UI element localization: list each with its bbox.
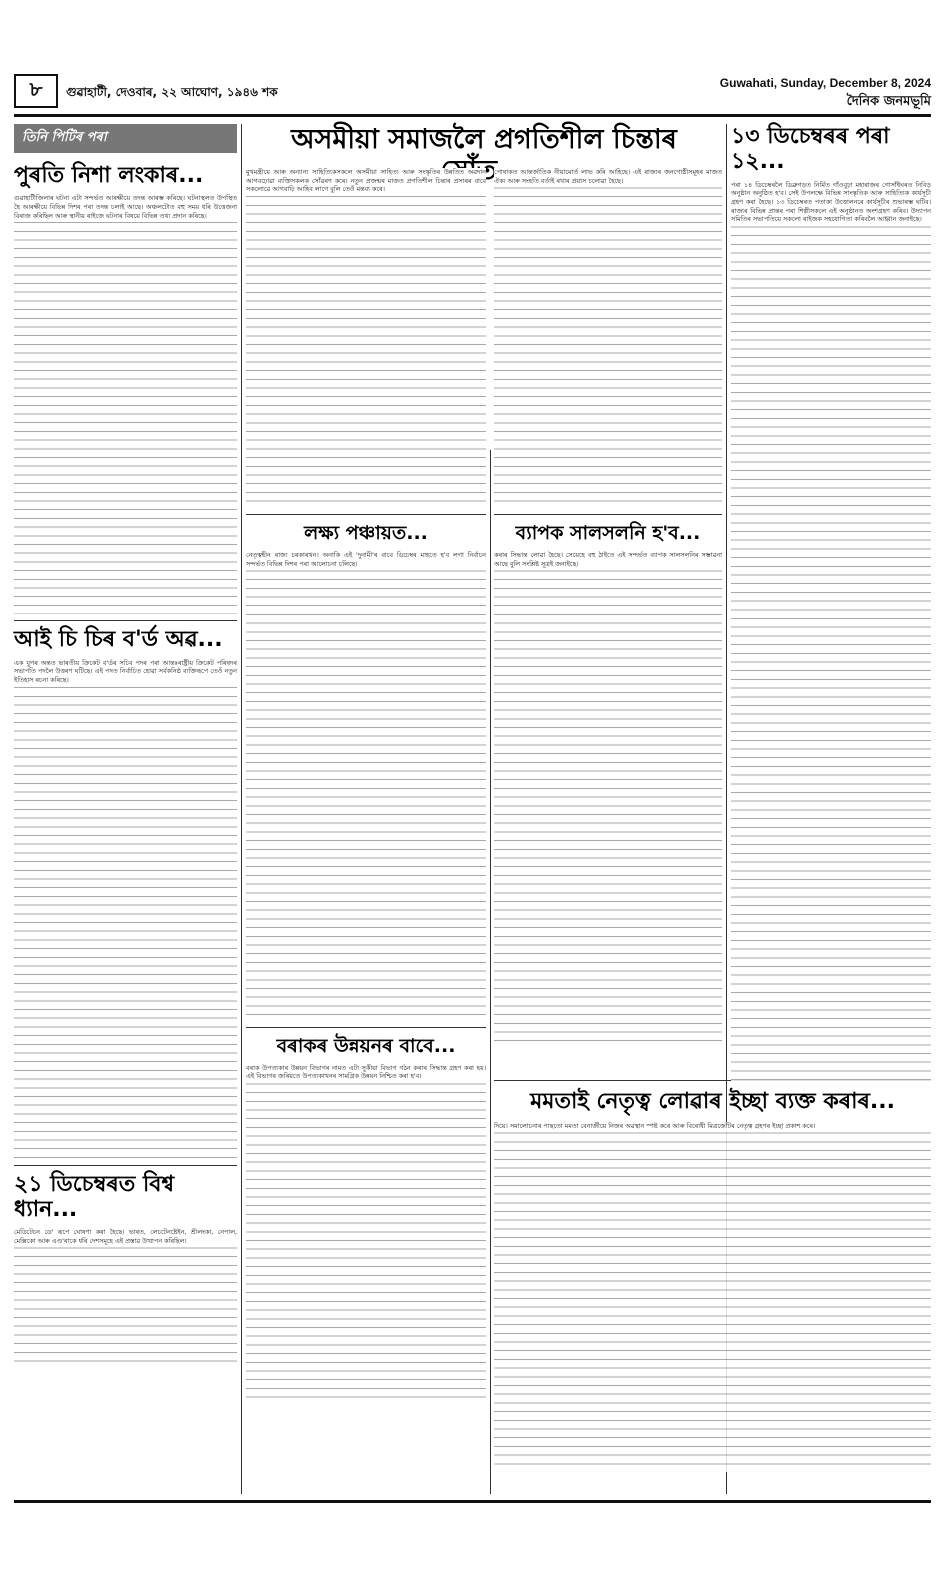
- footer-rule: [14, 1500, 931, 1503]
- article-text: পৰা ১৪ ডিচেম্বৰলৈ ডিব্ৰুগড়ত নিৰ্মিত গাঁওবুঢ়া মহাৰাজৰ গোসাঁইঘৰত নিবিড় অনুষ্ঠান অনুষ্ঠিত হ'ব। সেই উপলক্ষে বিভিন্ন সাংস্কৃতিক আৰু সাহিত্যিক কাৰ্যসূচী গ্ৰহণ কৰা হৈছে। ১৩ ডিচেম্বৰত পতাকা উত্তোলনৰে কাৰ্যসূচীৰ শুভাৰম্ভ ঘটিব। ৰাজ্যৰ বিভিন্ন প্ৰান্তৰ পৰা শিল্পীসকলে এই অনুষ্ঠানত অংশগ্ৰহণ কৰিব। উদ্যাপন সমিতিৰ সভাপতিয়ে সকলো ৰাইজক সহযোগিতা কৰিবলৈ আহ্বান জনাইছে।: [731, 180, 931, 224]
- dateline-english: Guwahati, Sunday, December 8, 2024: [719, 76, 931, 90]
- article-text: পোষাকত আন্তৰ্জাতিক নীয়ামোৰ্ত লাভ কৰি আহিছে। এই ৰাজ্যৰ জনগোষ্ঠীসমূহৰ মাজত ঐক্য আৰু সংহতি বৰ্তাই ৰখাৰ প্ৰয়াস চলোৱা হৈছে।: [494, 168, 722, 185]
- headline-major-change[interactable]: ব্যাপক সালসলনি হ'ব...: [515, 522, 701, 544]
- article-body-progressive: [246, 168, 486, 508]
- column-divider: [490, 450, 491, 1494]
- headline-progressive-thought[interactable]: অসমীয়া সমাজলৈ প্ৰগতিশীল চিন্তাৰ: [291, 124, 677, 155]
- paper-name: দৈনিক জনমভূমি: [846, 94, 931, 109]
- section-label: তিনি পিটিৰ পৰা: [14, 124, 237, 153]
- header-rule: [14, 114, 931, 117]
- article-body-mamata: [494, 1122, 931, 1472]
- column-divider: [241, 124, 242, 1494]
- column-4: [731, 124, 931, 1086]
- article-body-december-13: [731, 181, 931, 1086]
- article-text: দিয়ে। সমালোচনাৰ পাছতো মমতা বেনাৰ্জীয়ে নিজৰ অৱস্থান স্পষ্ট কৰে আৰু বিৰোধী মিত্ৰজোঁটৰ নেতৃত্ব গ্ৰহণৰ ইচ্ছা প্ৰকাশ কৰে।: [494, 1122, 931, 1131]
- article-body-major-change: [494, 551, 722, 1041]
- article-text: মেডিটেচন ডে' ৰূপে ঘোষণা কৰা হৈছে। ভাৰত, লেচটেনষ্টেইন, শ্ৰীলংকা, নেপাল, মেক্সিকো আৰু এণ্ড'ৰাকে ধৰি দেশসমূহে এই প্ৰস্তাৱ উত্থাপন কৰিছিল।: [14, 1228, 237, 1245]
- page-header: [14, 74, 931, 114]
- article-body-barak: [246, 1064, 486, 1404]
- headline-december-13[interactable]: ১৩ ডিচেম্বৰৰ পৰা ১২...: [731, 124, 890, 175]
- article-text: গুৱাহাটীজিলাৰ ঘটনা এটা সন্দৰ্ভত আৰক্ষীয়ে তদন্ত আৰম্ভ কৰিছে। ঘটনাস্থলত উপস্থিত হৈ আৰক্ষীয়ে বিভিন্ন দিশৰ পৰা তদন্ত চলাই আছে। অঞ্চলটোত বহু সময় ধৰি উত্তেজনা বিৰাজ কৰিছিল আৰু স্থানীয় ৰাইজে ঘটনাৰ বিষয়ে বিভিন্ন তথ্য প্ৰদান কৰিছে।: [14, 194, 237, 220]
- headline-meditation[interactable]: ২১ ডিচেম্বৰত বিশ্ব ধ্যান...: [14, 1171, 175, 1222]
- headline-mamata[interactable]: মমতাই নেতৃত্ব লোৱাৰ ইচ্ছা ব্যক্ত কৰাৰ...: [530, 1089, 895, 1114]
- article-divider: [246, 1027, 486, 1028]
- article-text: এক যুগৰ অন্তত ভাৰতীয় ক্ৰিকেট ব'ৰ্ডৰ সচিব পদৰ পৰা আন্তঃৰাষ্ট্ৰীয় ক্ৰিকেট পৰিষদৰ সভাপতি পদলৈ উত্তৰণ ঘটিছে। এই পদত নিৰ্বাচিত হোৱা সৰ্বকনিষ্ঠ ব্যক্তিৰূপে তেওঁ নতুন ইতিহাস ৰচনা কৰিছে।: [14, 658, 237, 684]
- article-divider: [494, 514, 722, 515]
- article-body-panchayat: [246, 551, 486, 1021]
- headline-panchayat[interactable]: লক্ষ্য পঞ্চায়ত...: [304, 522, 428, 544]
- mamata-story: [494, 1080, 931, 1472]
- article-divider: [14, 620, 237, 621]
- headline-lanka[interactable]: পুৰতি নিশা লংকাৰ...: [14, 163, 204, 188]
- column-2: [246, 168, 486, 1404]
- article-body-icc: [14, 659, 237, 1159]
- dateline-assamese: গুৱাহাটী, দেওবাৰ, ২২ আঘোণ, ১৯৪৬ শক: [66, 85, 278, 99]
- headline-icc[interactable]: আই চি চিৰ ব'ৰ্ড অৱ...: [14, 627, 223, 653]
- column-1: [14, 124, 237, 1368]
- column-3: [494, 168, 722, 1041]
- page-number: ৮: [14, 74, 58, 108]
- article-text: মুখমন্ত্ৰীয়ে আৰু অন্যান্য সাহিত্যিকসকলে অসমীয়া সাহিত্য আৰু সংস্কৃতিৰ উন্নতিত অৱদান আগবঢ়োৱা ব্যক্তিসকলক সোঁৱৰণ কৰে। নতুন প্ৰজন্মৰ মাজত প্ৰগতিশীল চিন্তাৰ প্ৰসাৰৰ বাবে সকলোৱে আগবাঢ়ি আহিব লাগে বুলি তেওঁ মন্তব্য কৰে।: [246, 168, 486, 194]
- headline-barak[interactable]: বৰাকৰ উন্নয়নৰ বাবে...: [276, 1034, 456, 1057]
- article-divider: [14, 1165, 237, 1166]
- article-body-lanka: [14, 194, 237, 614]
- article-text: বৰাক উপত্যকাৰ উন্নয়ন বিভাগৰ নামত এটা সুকীয়া বিভাগ গঠন কৰাৰ সিদ্ধান্ত গ্ৰহণ কৰা হয়। এই বিভাগৰ জৰিয়তে উপত্যকাখনৰ সামগ্ৰিক উন্নয়ন নিশ্চিত কৰা হ'ব।: [246, 1063, 486, 1081]
- article-divider: [246, 514, 486, 515]
- article-body-meditation: [14, 1228, 237, 1368]
- article-body-continued: [494, 168, 722, 508]
- article-text: কৰাৰ সিদ্ধান্ত লোৱা হৈছে। সেয়েহে বহু ঠাইতে এই সন্দৰ্ভত ব্যাপক সালসলনিৰ সম্ভাৱনা আছে বুলি সংশ্লিষ্ট সূত্ৰই জনাইছে।: [494, 550, 722, 568]
- article-text: নেতৃত্বহীন ৰাজ্য চৰকাৰখন। অনাকি এই 'দুনামী'ৰ বাবে ডিচেম্বৰ মাহতে হ'ব লগা নিৰ্বাচন সন্দৰ্ভত বিভিন্ন দিশৰ পৰা আলোচনা চলিছে।: [246, 550, 486, 568]
